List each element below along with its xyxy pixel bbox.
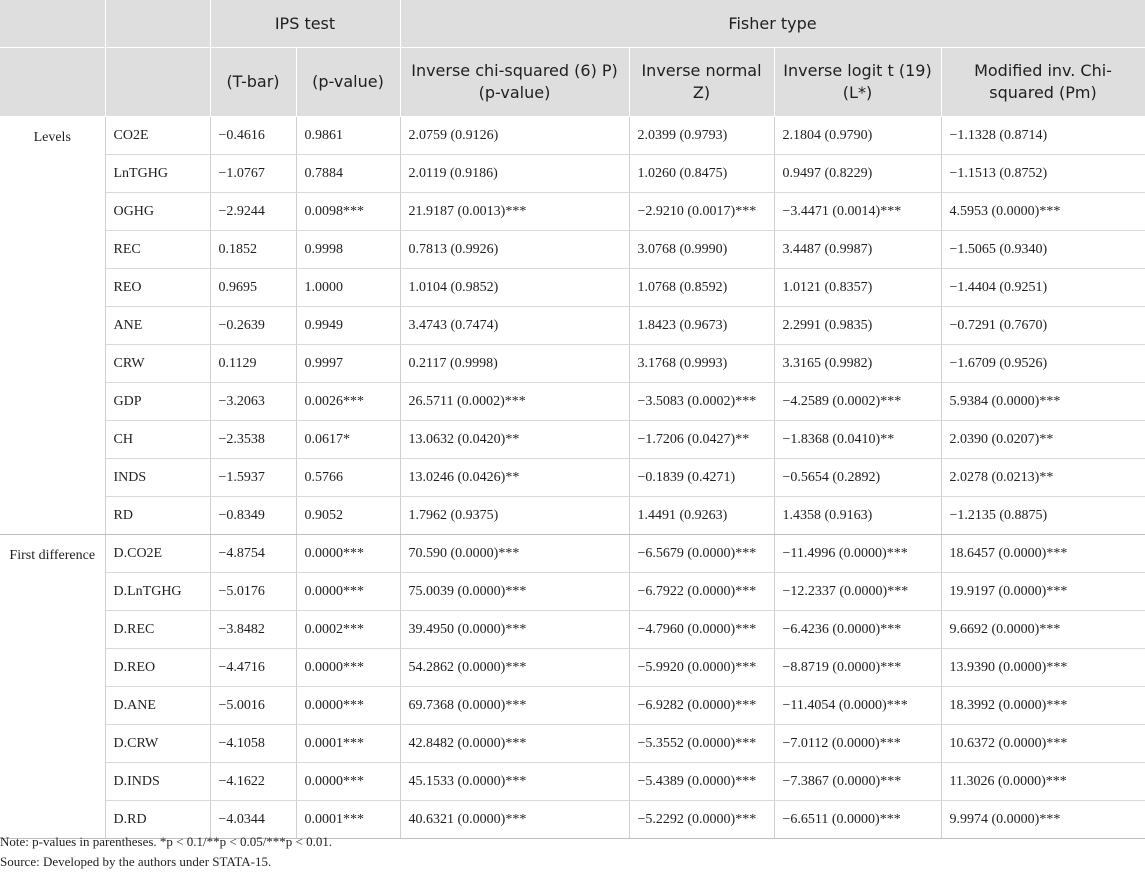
- variable-cell: INDS: [105, 459, 210, 497]
- header-corner: [0, 48, 105, 117]
- tbar-cell: 0.1852: [210, 231, 296, 269]
- inv-logit-cell: 1.4358 (0.9163): [774, 497, 941, 535]
- inv-chi-squared-cell: 39.4950 (0.0000)***: [400, 611, 629, 649]
- inv-normal-cell: −6.7922 (0.0000)***: [629, 573, 774, 611]
- inv-logit-cell: 0.9497 (0.8229): [774, 155, 941, 193]
- pvalue-cell: 0.9861: [296, 117, 400, 155]
- col-header-pvalue: (p-value): [296, 48, 400, 117]
- mod-inv-chi-squared-cell: 18.6457 (0.0000)***: [941, 535, 1145, 573]
- tbar-cell: 0.9695: [210, 269, 296, 307]
- tbar-cell: −1.0767: [210, 155, 296, 193]
- table-row: [0, 421, 1145, 459]
- variable-cell: D.LnTGHG: [105, 573, 210, 611]
- table-row: [0, 573, 1145, 611]
- inv-chi-squared-cell: 69.7368 (0.0000)***: [400, 687, 629, 725]
- variable-cell: D.REO: [105, 649, 210, 687]
- inv-logit-cell: −1.8368 (0.0410)**: [774, 421, 941, 459]
- table-row: [0, 763, 1145, 801]
- inv-chi-squared-cell: 26.5711 (0.0002)***: [400, 383, 629, 421]
- pvalue-cell: 0.0098***: [296, 193, 400, 231]
- tbar-cell: −5.0176: [210, 573, 296, 611]
- pvalue-cell: 0.0026***: [296, 383, 400, 421]
- inv-normal-cell: 3.0768 (0.9990): [629, 231, 774, 269]
- inv-normal-cell: 3.1768 (0.9993): [629, 345, 774, 383]
- inv-logit-cell: 2.1804 (0.9790): [774, 117, 941, 155]
- col-header-inv-logit: Inverse logit t (19) (L*): [774, 48, 941, 117]
- variable-cell: REO: [105, 269, 210, 307]
- mod-inv-chi-squared-cell: 18.3992 (0.0000)***: [941, 687, 1145, 725]
- group-label: First difference: [0, 535, 105, 839]
- variable-cell: D.ANE: [105, 687, 210, 725]
- inv-logit-cell: 2.2991 (0.9835): [774, 307, 941, 345]
- inv-chi-squared-cell: 40.6321 (0.0000)***: [400, 801, 629, 839]
- pvalue-cell: 0.9998: [296, 231, 400, 269]
- pvalue-cell: 0.9052: [296, 497, 400, 535]
- tbar-cell: −3.2063: [210, 383, 296, 421]
- variable-cell: D.CO2E: [105, 535, 210, 573]
- inv-logit-cell: −8.8719 (0.0000)***: [774, 649, 941, 687]
- variable-cell: D.REC: [105, 611, 210, 649]
- inv-normal-cell: −4.7960 (0.0000)***: [629, 611, 774, 649]
- table-row: [0, 459, 1145, 497]
- inv-chi-squared-cell: 21.9187 (0.0013)***: [400, 193, 629, 231]
- inv-chi-squared-cell: 1.7962 (0.9375): [400, 497, 629, 535]
- mod-inv-chi-squared-cell: 11.3026 (0.0000)***: [941, 763, 1145, 801]
- col-header-mod-inv-chi-squared: Modified inv. Chi-squared (Pm): [941, 48, 1145, 117]
- table-row: [0, 687, 1145, 725]
- inv-normal-cell: 1.0260 (0.8475): [629, 155, 774, 193]
- inv-chi-squared-cell: 0.7813 (0.9926): [400, 231, 629, 269]
- tbar-cell: −2.9244: [210, 193, 296, 231]
- table-row: [0, 345, 1145, 383]
- tbar-cell: −4.1058: [210, 725, 296, 763]
- inv-chi-squared-cell: 54.2862 (0.0000)***: [400, 649, 629, 687]
- variable-cell: D.INDS: [105, 763, 210, 801]
- inv-normal-cell: −2.9210 (0.0017)***: [629, 193, 774, 231]
- mod-inv-chi-squared-cell: 2.0390 (0.0207)**: [941, 421, 1145, 459]
- pvalue-cell: 1.0000: [296, 269, 400, 307]
- pvalue-cell: 0.9997: [296, 345, 400, 383]
- col-header-inv-normal: Inverse normal Z): [629, 48, 774, 117]
- tbar-cell: −4.8754: [210, 535, 296, 573]
- pvalue-cell: 0.7884: [296, 155, 400, 193]
- variable-cell: CRW: [105, 345, 210, 383]
- mod-inv-chi-squared-cell: −1.1513 (0.8752): [941, 155, 1145, 193]
- table-row: [0, 725, 1145, 763]
- variable-cell: D.CRW: [105, 725, 210, 763]
- variable-cell: CH: [105, 421, 210, 459]
- table-body: [0, 117, 1145, 839]
- inv-chi-squared-cell: 3.4743 (0.7474): [400, 307, 629, 345]
- inv-chi-squared-cell: 0.2117 (0.9998): [400, 345, 629, 383]
- inv-logit-cell: 3.4487 (0.9987): [774, 231, 941, 269]
- inv-chi-squared-cell: 45.1533 (0.0000)***: [400, 763, 629, 801]
- pvalue-cell: 0.0002***: [296, 611, 400, 649]
- inv-normal-cell: −6.9282 (0.0000)***: [629, 687, 774, 725]
- inv-logit-cell: −12.2337 (0.0000)***: [774, 573, 941, 611]
- inv-chi-squared-cell: 13.0246 (0.0426)**: [400, 459, 629, 497]
- table-row: [0, 383, 1145, 421]
- tbar-cell: −0.4616: [210, 117, 296, 155]
- tbar-cell: −5.0016: [210, 687, 296, 725]
- pvalue-cell: 0.0000***: [296, 687, 400, 725]
- inv-chi-squared-cell: 13.0632 (0.0420)**: [400, 421, 629, 459]
- table-row: [0, 193, 1145, 231]
- mod-inv-chi-squared-cell: −1.4404 (0.9251): [941, 269, 1145, 307]
- mod-inv-chi-squared-cell: 4.5953 (0.0000)***: [941, 193, 1145, 231]
- variable-cell: REC: [105, 231, 210, 269]
- variable-cell: OGHG: [105, 193, 210, 231]
- inv-logit-cell: −6.6511 (0.0000)***: [774, 801, 941, 839]
- table-row: [0, 269, 1145, 307]
- fisher-type-header: Fisher type: [400, 0, 1145, 48]
- tbar-cell: −1.5937: [210, 459, 296, 497]
- table-row: [0, 649, 1145, 687]
- col-header-inv-chi-squared: Inverse chi-squared (6) P) (p-value): [400, 48, 629, 117]
- inv-chi-squared-cell: 1.0104 (0.9852): [400, 269, 629, 307]
- inv-logit-cell: −3.4471 (0.0014)***: [774, 193, 941, 231]
- inv-normal-cell: −6.5679 (0.0000)***: [629, 535, 774, 573]
- inv-logit-cell: 3.3165 (0.9982): [774, 345, 941, 383]
- table-row: [0, 231, 1145, 269]
- pvalue-cell: 0.5766: [296, 459, 400, 497]
- variable-cell: CO2E: [105, 117, 210, 155]
- tbar-cell: −4.0344: [210, 801, 296, 839]
- inv-logit-cell: −11.4054 (0.0000)***: [774, 687, 941, 725]
- variable-cell: RD: [105, 497, 210, 535]
- inv-logit-cell: −11.4996 (0.0000)***: [774, 535, 941, 573]
- table-notes: [0, 832, 332, 872]
- ips-test-header: IPS test: [210, 0, 400, 48]
- mod-inv-chi-squared-cell: 19.9197 (0.0000)***: [941, 573, 1145, 611]
- mod-inv-chi-squared-cell: −1.1328 (0.8714): [941, 117, 1145, 155]
- inv-chi-squared-cell: 2.0759 (0.9126): [400, 117, 629, 155]
- inv-normal-cell: 2.0399 (0.9793): [629, 117, 774, 155]
- inv-normal-cell: 1.8423 (0.9673): [629, 307, 774, 345]
- inv-logit-cell: 1.0121 (0.8357): [774, 269, 941, 307]
- header-corner: [105, 0, 210, 48]
- group-label: Levels: [0, 117, 105, 535]
- table-row: [0, 117, 1145, 155]
- table-row: [0, 307, 1145, 345]
- inv-logit-cell: −6.4236 (0.0000)***: [774, 611, 941, 649]
- inv-normal-cell: 1.4491 (0.9263): [629, 497, 774, 535]
- pvalue-cell: 0.0000***: [296, 535, 400, 573]
- mod-inv-chi-squared-cell: −1.6709 (0.9526): [941, 345, 1145, 383]
- inv-logit-cell: −4.2589 (0.0002)***: [774, 383, 941, 421]
- inv-chi-squared-cell: 70.590 (0.0000)***: [400, 535, 629, 573]
- table-row: [0, 535, 1145, 573]
- tbar-cell: 0.1129: [210, 345, 296, 383]
- col-header-tbar: (T-bar): [210, 48, 296, 117]
- inv-chi-squared-cell: 42.8482 (0.0000)***: [400, 725, 629, 763]
- inv-normal-cell: 1.0768 (0.8592): [629, 269, 774, 307]
- table-row: [0, 611, 1145, 649]
- inv-normal-cell: −5.3552 (0.0000)***: [629, 725, 774, 763]
- pvalue-cell: 0.0000***: [296, 649, 400, 687]
- mod-inv-chi-squared-cell: 9.6692 (0.0000)***: [941, 611, 1145, 649]
- variable-cell: D.RD: [105, 801, 210, 839]
- inv-normal-cell: −3.5083 (0.0002)***: [629, 383, 774, 421]
- inv-logit-cell: −7.0112 (0.0000)***: [774, 725, 941, 763]
- table-row: [0, 155, 1145, 193]
- inv-logit-cell: −7.3867 (0.0000)***: [774, 763, 941, 801]
- mod-inv-chi-squared-cell: −1.5065 (0.9340): [941, 231, 1145, 269]
- header-corner: [105, 48, 210, 117]
- tbar-cell: −4.4716: [210, 649, 296, 687]
- source-text: Source: Developed by the authors under STATA-15.: [0, 854, 272, 869]
- tbar-cell: −2.3538: [210, 421, 296, 459]
- mod-inv-chi-squared-cell: 13.9390 (0.0000)***: [941, 649, 1145, 687]
- table-header: [0, 0, 1145, 117]
- inv-normal-cell: −5.2292 (0.0000)***: [629, 801, 774, 839]
- mod-inv-chi-squared-cell: 5.9384 (0.0000)***: [941, 383, 1145, 421]
- pvalue-cell: 0.0000***: [296, 573, 400, 611]
- tbar-cell: −4.1622: [210, 763, 296, 801]
- variable-cell: GDP: [105, 383, 210, 421]
- pvalue-cell: 0.9949: [296, 307, 400, 345]
- inv-chi-squared-cell: 2.0119 (0.9186): [400, 155, 629, 193]
- mod-inv-chi-squared-cell: 10.6372 (0.0000)***: [941, 725, 1145, 763]
- pvalue-cell: 0.0001***: [296, 801, 400, 839]
- tbar-cell: −3.8482: [210, 611, 296, 649]
- pvalue-cell: 0.0617*: [296, 421, 400, 459]
- inv-logit-cell: −0.5654 (0.2892): [774, 459, 941, 497]
- mod-inv-chi-squared-cell: 2.0278 (0.0213)**: [941, 459, 1145, 497]
- note-text: Note: p-values in parentheses. *p < 0.1/**p < 0.05/***p < 0.01.: [0, 834, 333, 849]
- pvalue-cell: 0.0000***: [296, 763, 400, 801]
- inv-chi-squared-cell: 75.0039 (0.0000)***: [400, 573, 629, 611]
- tbar-cell: −0.8349: [210, 497, 296, 535]
- variable-cell: LnTGHG: [105, 155, 210, 193]
- mod-inv-chi-squared-cell: −0.7291 (0.7670): [941, 307, 1145, 345]
- inv-normal-cell: −0.1839 (0.4271): [629, 459, 774, 497]
- pvalue-cell: 0.0001***: [296, 725, 400, 763]
- mod-inv-chi-squared-cell: 9.9974 (0.0000)***: [941, 801, 1145, 839]
- variable-cell: ANE: [105, 307, 210, 345]
- inv-normal-cell: −5.9920 (0.0000)***: [629, 649, 774, 687]
- mod-inv-chi-squared-cell: −1.2135 (0.8875): [941, 497, 1145, 535]
- inv-normal-cell: −1.7206 (0.0427)**: [629, 421, 774, 459]
- inv-normal-cell: −5.4389 (0.0000)***: [629, 763, 774, 801]
- tbar-cell: −0.2639: [210, 307, 296, 345]
- header-corner: [0, 0, 105, 48]
- table-row: [0, 497, 1145, 535]
